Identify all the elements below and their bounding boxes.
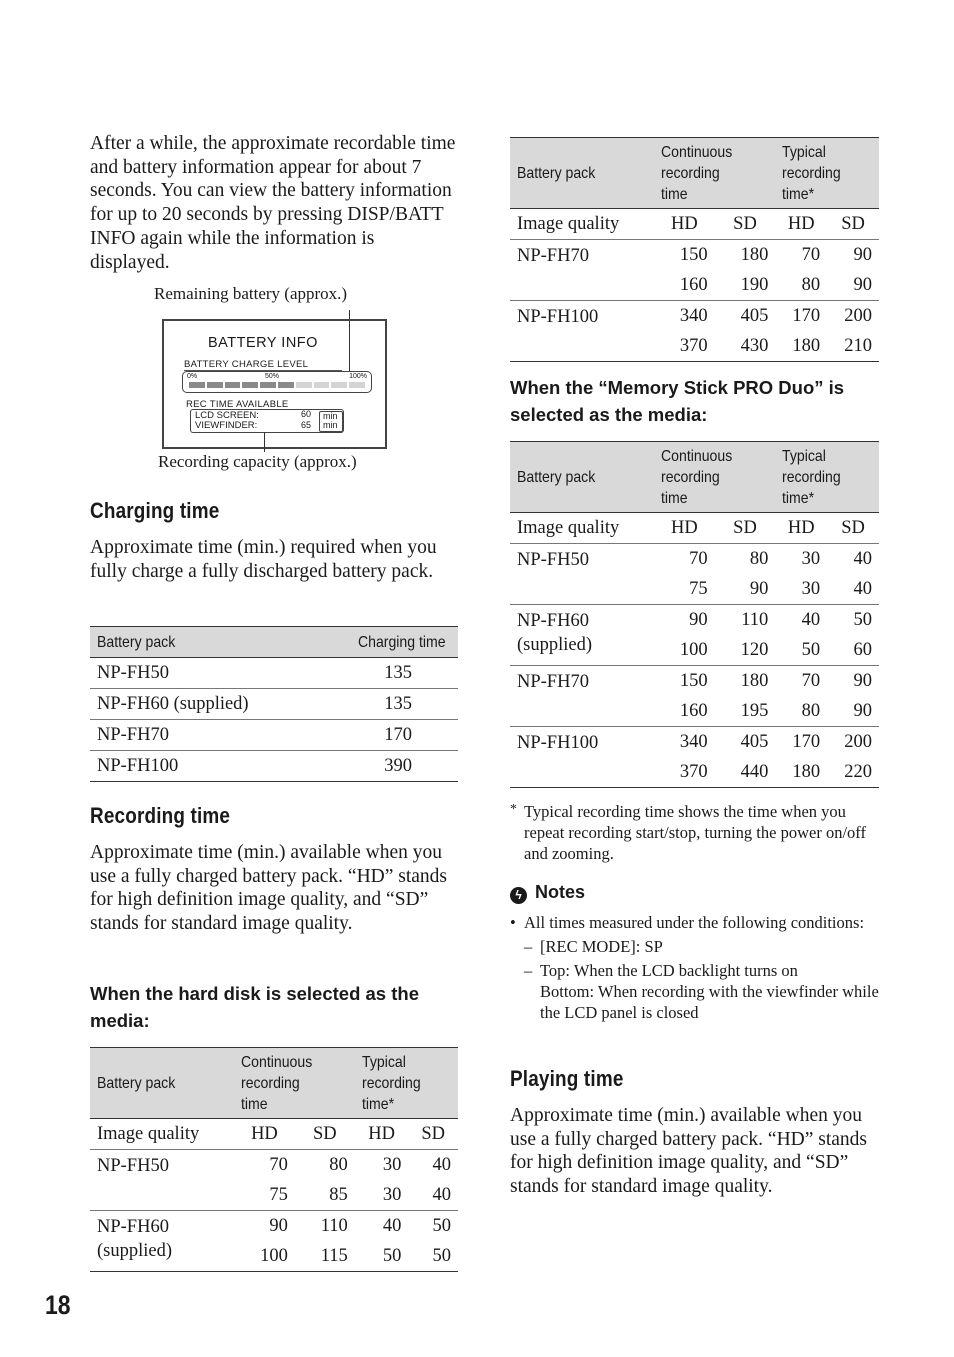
playing-time-heading: Playing time	[510, 1066, 624, 1091]
ms-recording-table: Battery pack Continuous recording time Typical recording time* Image quality HD SD HD SD NP-FH50 70 80 30 40 75 90 30 40 NP-FH60 (supplied) 90 110 40 50 100 120 50 60 NP-FH70 150 180 70 90 160 195 80 90 NP-FH100 340 405 170 200 370 440 180 220	[510, 441, 879, 788]
table-row: 370 440 180 220	[510, 757, 879, 788]
charge-level-label: BATTERY CHARGE LEVEL	[184, 359, 309, 370]
table-row: NP-FH70 150 180 70 90	[510, 240, 879, 271]
screen-title: BATTERY INFO	[208, 335, 318, 351]
unit-bottom: min	[323, 420, 338, 430]
notes-icon: ϟ	[510, 887, 527, 904]
note-subitem: – [REC MODE]: SP	[524, 937, 663, 956]
table-row: 100 120 50 60	[679, 639, 872, 660]
table-row: NP-FH60 (supplied) 135	[90, 689, 458, 720]
table-row: NP-FH70 170	[90, 720, 458, 751]
recording-desc: Approximate time (min.) available when you use a fully charged battery pack. “HD” stands for high definition image quality, and “SD” stands for standard image quality.	[90, 842, 448, 935]
head-battery-pack: Battery pack	[90, 1048, 234, 1119]
charge-segment	[331, 382, 347, 388]
table-row: 160 190 80 90	[679, 274, 872, 295]
charging-head-time: Charging time	[304, 627, 458, 658]
hdd-recording-table-continued: Battery pack Continuous recording time Typical recording time* Image quality HD SD HD SD NP-FH70 150 180 70 90 160 190 80 90 NP-FH100 340 405 170 200 370 430 180 210	[510, 137, 879, 362]
table-row: NP-FH50 70 80 30 40	[90, 1150, 458, 1181]
table-row: NP-FH50 70 80 30 40	[510, 544, 879, 575]
notes-heading: ϟ Notes	[510, 882, 585, 904]
charge-bar-frame	[182, 371, 372, 393]
ms-heading: When the “Memory Stick PRO Duo” is selected as the media:	[510, 377, 845, 425]
tick-100: 100%	[349, 373, 367, 380]
charging-head-pack: Battery pack	[90, 627, 304, 658]
tick-50: 50%	[265, 373, 280, 380]
charge-segment	[349, 382, 365, 388]
table-row: 370 430 180 210	[510, 331, 879, 362]
head-typical: Typical recording time*	[775, 138, 879, 209]
table-row: 75 90 30 40	[689, 578, 872, 599]
table-row: 75 85 30 40	[269, 1184, 451, 1205]
charge-segment	[242, 382, 258, 388]
charge-segment	[225, 382, 241, 388]
charge-segment	[296, 382, 312, 388]
figure-label-remaining-battery: Remaining battery (approx.)	[154, 284, 348, 303]
head-continuous: Continuous recording time	[654, 138, 775, 209]
footnote-text: Typical recording time shows the time when you repeat recording start/stop, turning the power on/off and zooming.	[524, 802, 866, 863]
head-continuous: Continuous recording time	[654, 442, 775, 513]
page-number: 18	[45, 1290, 71, 1320]
charge-segment	[207, 382, 223, 388]
leader-line-bottom	[264, 432, 265, 452]
head-battery-pack: Battery pack	[510, 138, 654, 209]
note-subitem: – Top: When the LCD backlight turns on Bottom: When recording with the viewfinder while the LCD panel is closed	[524, 961, 879, 1022]
head-image-quality: Image quality	[517, 517, 620, 538]
table-row: NP-FH50 135	[90, 658, 458, 689]
head-continuous: Continuous recording time	[234, 1048, 355, 1119]
charge-segment	[189, 382, 205, 388]
table-row: 160 195 80 90	[679, 700, 872, 721]
lcd-screen-label: LCD SCREEN:	[195, 410, 259, 421]
table-row: 100 115 50 50	[90, 1241, 458, 1272]
rec-time-label: REC TIME AVAILABLE	[186, 399, 289, 410]
rec-time-box	[190, 409, 344, 433]
unit-top: min	[323, 411, 338, 421]
notes-list	[510, 912, 879, 1023]
head-battery-pack: Battery pack	[510, 442, 654, 513]
head-image-quality: Image quality	[97, 1123, 200, 1144]
table-row: NP-FH60 (supplied) 90 110 40 50	[90, 1211, 458, 1242]
charging-time-heading: Charging time	[90, 498, 220, 523]
tick-0: 0%	[187, 373, 198, 380]
viewfinder-value: 65	[301, 420, 312, 430]
hdd-heading: When the hard disk is selected as the media:	[90, 983, 419, 1031]
charge-segments	[189, 382, 365, 388]
min-box	[319, 411, 343, 432]
viewfinder-label: VIEWFINDER:	[195, 420, 258, 431]
recording-time-heading: Recording time	[90, 803, 231, 828]
intro-paragraph: After a while, the approximate recordable time and battery information appear for about 7 seconds. You can view the battery information for up to 20 seconds by pressing DISP/BATT INFO again while the information is displayed.	[90, 133, 456, 273]
figure-label-recording-capacity: Recording capacity (approx.)	[158, 452, 357, 471]
note-item: • All times measured under the following conditions:	[510, 913, 865, 932]
table-row: NP-FH100 340 405 170 200	[510, 727, 879, 758]
head-typical: Typical recording time*	[355, 1048, 458, 1119]
head-typical: Typical recording time*	[775, 442, 879, 513]
hdd-recording-table: Battery pack Continuous recording time Typical recording time* Image quality HD SD HD SD NP-FH50 70 80 30 40 75 85 30 40 NP-FH60 (supplied) 90 110 40 50 100 115 50 50	[90, 1047, 458, 1272]
table-row: NP-FH70 150 180 70 90	[510, 666, 879, 697]
charging-table	[90, 626, 458, 782]
table-row: NP-FH100 340 405 170 200	[510, 301, 879, 332]
footnote-mark: *	[510, 802, 517, 817]
footnote	[510, 801, 879, 864]
table-row: NP-FH100 390	[90, 751, 458, 782]
head-image-quality: Image quality	[517, 213, 620, 234]
charge-segment	[314, 382, 330, 388]
playing-desc: Approximate time (min.) available when you use a fully charged battery pack. “HD” stands for high definition image quality, and “SD” stands for standard image quality.	[510, 1105, 868, 1198]
charging-desc: Approximate time (min.) required when you fully charge a fully discharged battery pack.	[90, 537, 437, 582]
table-row: NP-FH60 (supplied) 90 110 40 50	[510, 605, 879, 636]
charge-segment	[278, 382, 294, 388]
battery-info-screen	[162, 319, 387, 449]
charge-segment	[260, 382, 276, 388]
lcd-screen-value: 60	[301, 409, 312, 419]
